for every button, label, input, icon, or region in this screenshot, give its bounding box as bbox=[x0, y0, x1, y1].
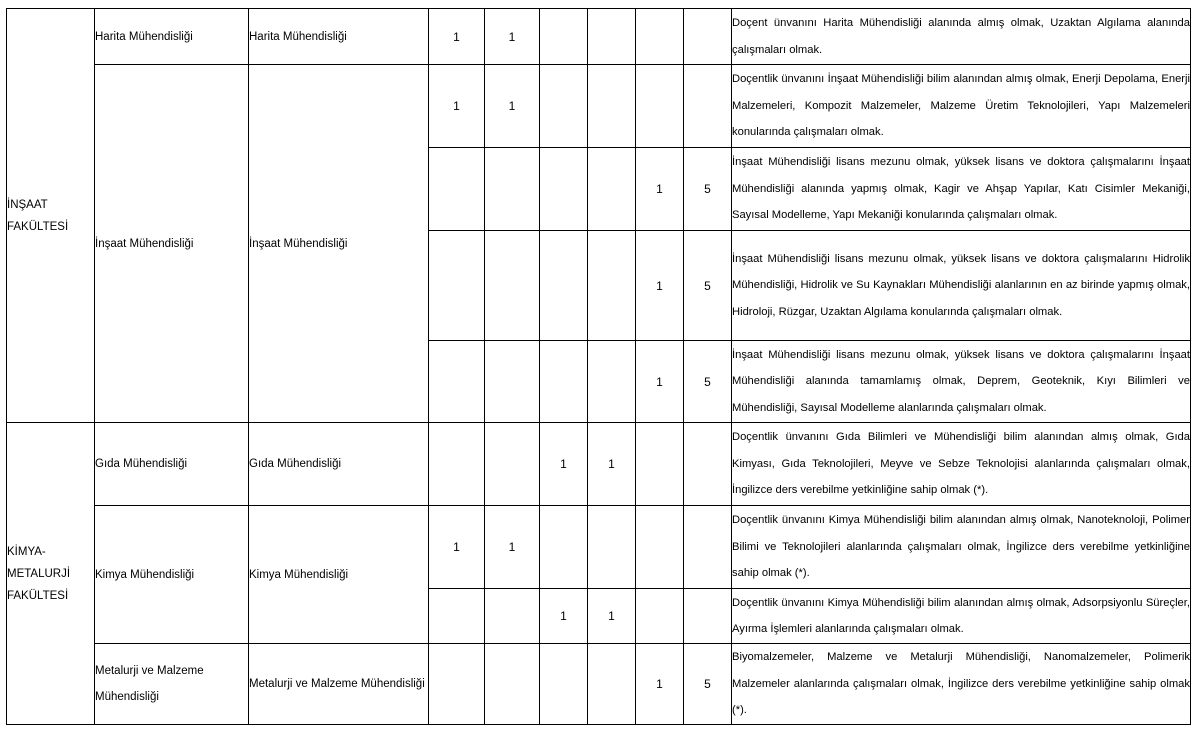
count-cell bbox=[684, 506, 732, 589]
count-cell: 1 bbox=[485, 506, 540, 589]
requirements-text: İnşaat Mühendisliği lisans mezunu olmak, yüksek lisans ve doktora çalışmalarını Hidrolik Mühendisliği, Hidrolik ve Su Kaynakları Mühendisliği alanlarının en az birinde yapmış olmak, Hidroloji, Rüzgar, Uzaktan Algılama konularında çalışmaları olmak. bbox=[732, 252, 1190, 318]
count-cell bbox=[429, 231, 485, 341]
count-cell: 1 bbox=[636, 341, 684, 423]
count-cell: 1 bbox=[429, 506, 485, 589]
count-cell: 1 bbox=[588, 589, 636, 644]
count-cell: 5 bbox=[684, 341, 732, 423]
department-cell: Gıda Mühendisliği bbox=[95, 423, 249, 506]
count-cell bbox=[636, 423, 684, 506]
requirements-text: Doçentlik ünvanını İnşaat Mühendisliği bilim alanından almış olmak, Enerji Depolama, Enerji Malzemeleri, Kompozit Malzemeler, Malzeme Üretim Teknolojileri, Yapı Malzemeleri konularında çalışmaları olmak. bbox=[732, 73, 1190, 139]
staff-requirements-table bbox=[6, 8, 1191, 725]
program-cell: Metalurji ve Malzeme Mühendisliği bbox=[249, 644, 429, 725]
count-cell bbox=[429, 423, 485, 506]
program-cell: Harita Mühendisliği bbox=[249, 9, 429, 65]
requirements-text: Doçentlik ünvanını Kimya Mühendisliği bilim alanından almış olmak, Adsorpsiyonlu Süreçler, Ayırma İşlemleri alanlarında çalışmaları olmak. bbox=[732, 596, 1190, 635]
count-cell bbox=[485, 423, 540, 506]
count-cell: 1 bbox=[540, 423, 588, 506]
count-cell: 5 bbox=[684, 644, 732, 725]
count-cell bbox=[684, 9, 732, 65]
count-cell: 1 bbox=[429, 65, 485, 148]
table-row bbox=[7, 65, 1191, 148]
requirements-cell bbox=[732, 423, 1191, 506]
count-cell bbox=[540, 65, 588, 148]
count-cell bbox=[684, 589, 732, 644]
program-cell: Kimya Mühendisliği bbox=[249, 506, 429, 644]
count-cell bbox=[588, 644, 636, 725]
count-cell: 1 bbox=[429, 9, 485, 65]
requirements-cell bbox=[732, 341, 1191, 423]
count-cell: 1 bbox=[485, 9, 540, 65]
faculty-cell: İNŞAAT FAKÜLTESİ bbox=[7, 9, 95, 423]
count-cell bbox=[636, 506, 684, 589]
count-cell bbox=[588, 231, 636, 341]
count-cell: 5 bbox=[684, 148, 732, 231]
count-cell bbox=[588, 65, 636, 148]
requirements-cell bbox=[732, 9, 1191, 65]
count-cell bbox=[429, 341, 485, 423]
requirements-text: Doçentlik ünvanını Kimya Mühendisliği bilim alanından almış olmak, Nanoteknoloji, Polimer Bilimi ve Teknolojileri alanlarında çalışmaları olmak, İngilizce ders verebilme yetkinliğine sahip olmak (*). bbox=[732, 514, 1190, 580]
count-cell: 1 bbox=[540, 589, 588, 644]
program-cell: Gıda Mühendisliği bbox=[249, 423, 429, 506]
count-cell bbox=[588, 9, 636, 65]
count-cell bbox=[684, 423, 732, 506]
count-cell bbox=[684, 65, 732, 148]
count-cell: 1 bbox=[588, 423, 636, 506]
count-cell bbox=[485, 148, 540, 231]
count-cell bbox=[540, 231, 588, 341]
requirements-text: İnşaat Mühendisliği lisans mezunu olmak, yüksek lisans ve doktora çalışmalarını İnşaat Mühendisliği alanında tamamlamış olmak, Deprem, Geoteknik, Kıyı Bilimleri ve Mühendisliği, Sayısal Modelleme alanlarında çalışmaları olmak. bbox=[732, 348, 1190, 414]
count-cell bbox=[540, 341, 588, 423]
count-cell bbox=[636, 589, 684, 644]
count-cell bbox=[485, 644, 540, 725]
count-cell: 1 bbox=[636, 644, 684, 725]
count-cell bbox=[636, 9, 684, 65]
count-cell bbox=[485, 341, 540, 423]
requirements-cell bbox=[732, 506, 1191, 589]
requirements-cell bbox=[732, 231, 1191, 341]
count-cell bbox=[588, 506, 636, 589]
requirements-cell bbox=[732, 644, 1191, 725]
count-cell bbox=[588, 341, 636, 423]
requirements-cell bbox=[732, 589, 1191, 644]
department-cell: Harita Mühendisliği bbox=[95, 9, 249, 65]
count-cell: 1 bbox=[636, 231, 684, 341]
requirements-cell bbox=[732, 148, 1191, 231]
count-cell: 1 bbox=[636, 148, 684, 231]
requirements-text: Doçentlik ünvanını Gıda Bilimleri ve Mühendisliği bilim alanından almış olmak, Gıda Kimyası, Gıda Teknolojileri, Meyve ve Sebze Teknolojisi alanlarında çalışmaları olmak, İngilizce ders verebilme yetkinliğine sahip olmak (*). bbox=[732, 431, 1190, 497]
count-cell bbox=[485, 589, 540, 644]
table-row bbox=[7, 644, 1191, 725]
count-cell bbox=[540, 9, 588, 65]
program-cell: İnşaat Mühendisliği bbox=[249, 65, 429, 423]
table-row bbox=[7, 506, 1191, 589]
requirements-cell bbox=[732, 65, 1191, 148]
count-cell bbox=[429, 148, 485, 231]
count-cell: 1 bbox=[485, 65, 540, 148]
count-cell bbox=[540, 148, 588, 231]
count-cell bbox=[588, 148, 636, 231]
requirements-text: Biyomalzemeler, Malzeme ve Metalurji Mühendisliği, Nanomalzemeler, Polimerik Malzemeler alanlarında çalışmaları olmak, İngilizce ders verebilme yetkinliğine sahip olmak (*). bbox=[732, 651, 1190, 717]
count-cell bbox=[485, 231, 540, 341]
table-row bbox=[7, 9, 1191, 65]
count-cell: 5 bbox=[684, 231, 732, 341]
table-row bbox=[7, 423, 1191, 506]
count-cell bbox=[540, 644, 588, 725]
department-cell: Kimya Mühendisliği bbox=[95, 506, 249, 644]
department-cell: Metalurji ve Malzeme Mühendisliği bbox=[95, 644, 249, 725]
count-cell bbox=[636, 65, 684, 148]
department-cell: İnşaat Mühendisliği bbox=[95, 65, 249, 423]
count-cell bbox=[540, 506, 588, 589]
faculty-cell: KİMYA-METALURJİ FAKÜLTESİ bbox=[7, 423, 95, 725]
count-cell bbox=[429, 589, 485, 644]
requirements-text: İnşaat Mühendisliği lisans mezunu olmak, yüksek lisans ve doktora çalışmalarını İnşaat Mühendisliği alanında yapmış olmak, Kagir ve Ahşap Yapılar, Katı Cisimler Mekaniği, Sayısal Modelleme, Yapı Mekaniği konularında çalışmaları olmak. bbox=[732, 156, 1190, 222]
count-cell bbox=[429, 644, 485, 725]
requirements-text: Doçent ünvanını Harita Mühendisliği alanında almış olmak, Uzaktan Algılama alanında çalışmaları olmak. bbox=[732, 17, 1190, 56]
